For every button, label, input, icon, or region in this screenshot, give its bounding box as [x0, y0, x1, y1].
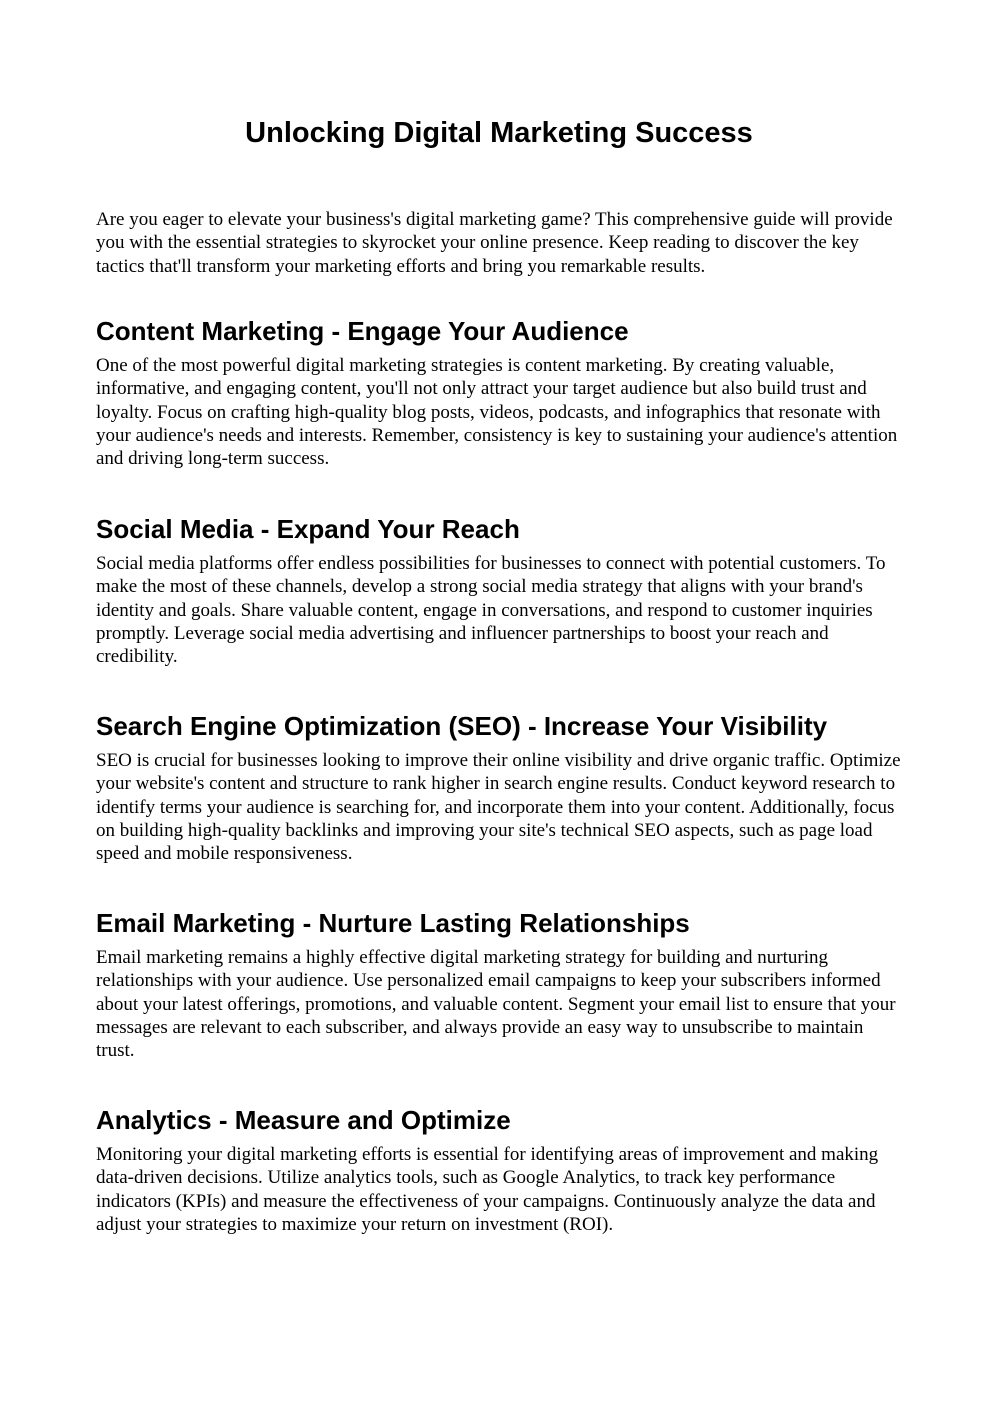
section-heading: Email Marketing - Nurture Lasting Relationships	[96, 908, 690, 938]
section-heading: Search Engine Optimization (SEO) - Increase Your Visibility	[96, 711, 828, 741]
section-body: SEO is crucial for businesses looking to improve their online visibility and drive organic traffic. Optimize your website's content and structure to rank higher in search engine results. Conduct keyword research to identify terms your audience is searching for, and incorporate them into your content. Additionally, focus on building high-quality backlinks and improving your site's technical SEO aspects, such as page load speed and mobile responsiveness.	[96, 750, 901, 865]
section-email-marketing	[96, 908, 902, 1062]
section-body: Monitoring your digital marketing efforts is essential for identifying areas of improvement and making data-driven decisions. Utilize analytics tools, such as Google Analytics, to track key performance indicators (KPIs) and measure the effectiveness of your campaigns. Continuously analyze the data and adjust your strategies to maximize your return on investment (ROI).	[96, 1144, 879, 1235]
section-body: Social media platforms offer endless possibilities for businesses to connect with potential customers. To make the most of these channels, develop a strong social media strategy that aligns with your brand's identity and goals. Share valuable content, engage in conversations, and respond to customer inquiries promptly. Leverage social media advertising and influencer partnerships to boost your reach and credibility.	[96, 553, 886, 668]
intro-paragraph: Are you eager to elevate your business's digital marketing game? This comprehensive guide will provide you with the essential strategies to skyrocket your online presence. Keep reading to discover the key tactics that'll transform your marketing efforts and bring you remarkable results.	[96, 209, 893, 277]
section-seo	[96, 711, 902, 865]
section-body: Email marketing remains a highly effective digital marketing strategy for building and nurturing relationships with your audience. Use personalized email campaigns to keep your subscribers informed about your latest offerings, promotions, and valuable content. Segment your email list to ensure that your messages are relevant to each subscriber, and always provide an easy way to unsubscribe to maintain trust.	[96, 947, 896, 1062]
document-title: Unlocking Digital Marketing Success	[245, 117, 753, 149]
section-analytics	[96, 1105, 902, 1236]
section-body: One of the most powerful digital marketing strategies is content marketing. By creating valuable, informative, and engaging content, you'll not only attract your target audience but also build trust and loyalty. Focus on crafting high-quality blog posts, videos, podcasts, and infographics that resonate with your audience's needs and interests. Remember, consistency is key to sustaining your audience's attention and driving long-term success.	[96, 355, 898, 470]
section-heading: Analytics - Measure and Optimize	[96, 1105, 511, 1135]
section-social-media	[96, 514, 902, 668]
section-content-marketing	[96, 316, 902, 470]
section-heading: Social Media - Expand Your Reach	[96, 514, 520, 544]
section-heading: Content Marketing - Engage Your Audience	[96, 316, 629, 346]
